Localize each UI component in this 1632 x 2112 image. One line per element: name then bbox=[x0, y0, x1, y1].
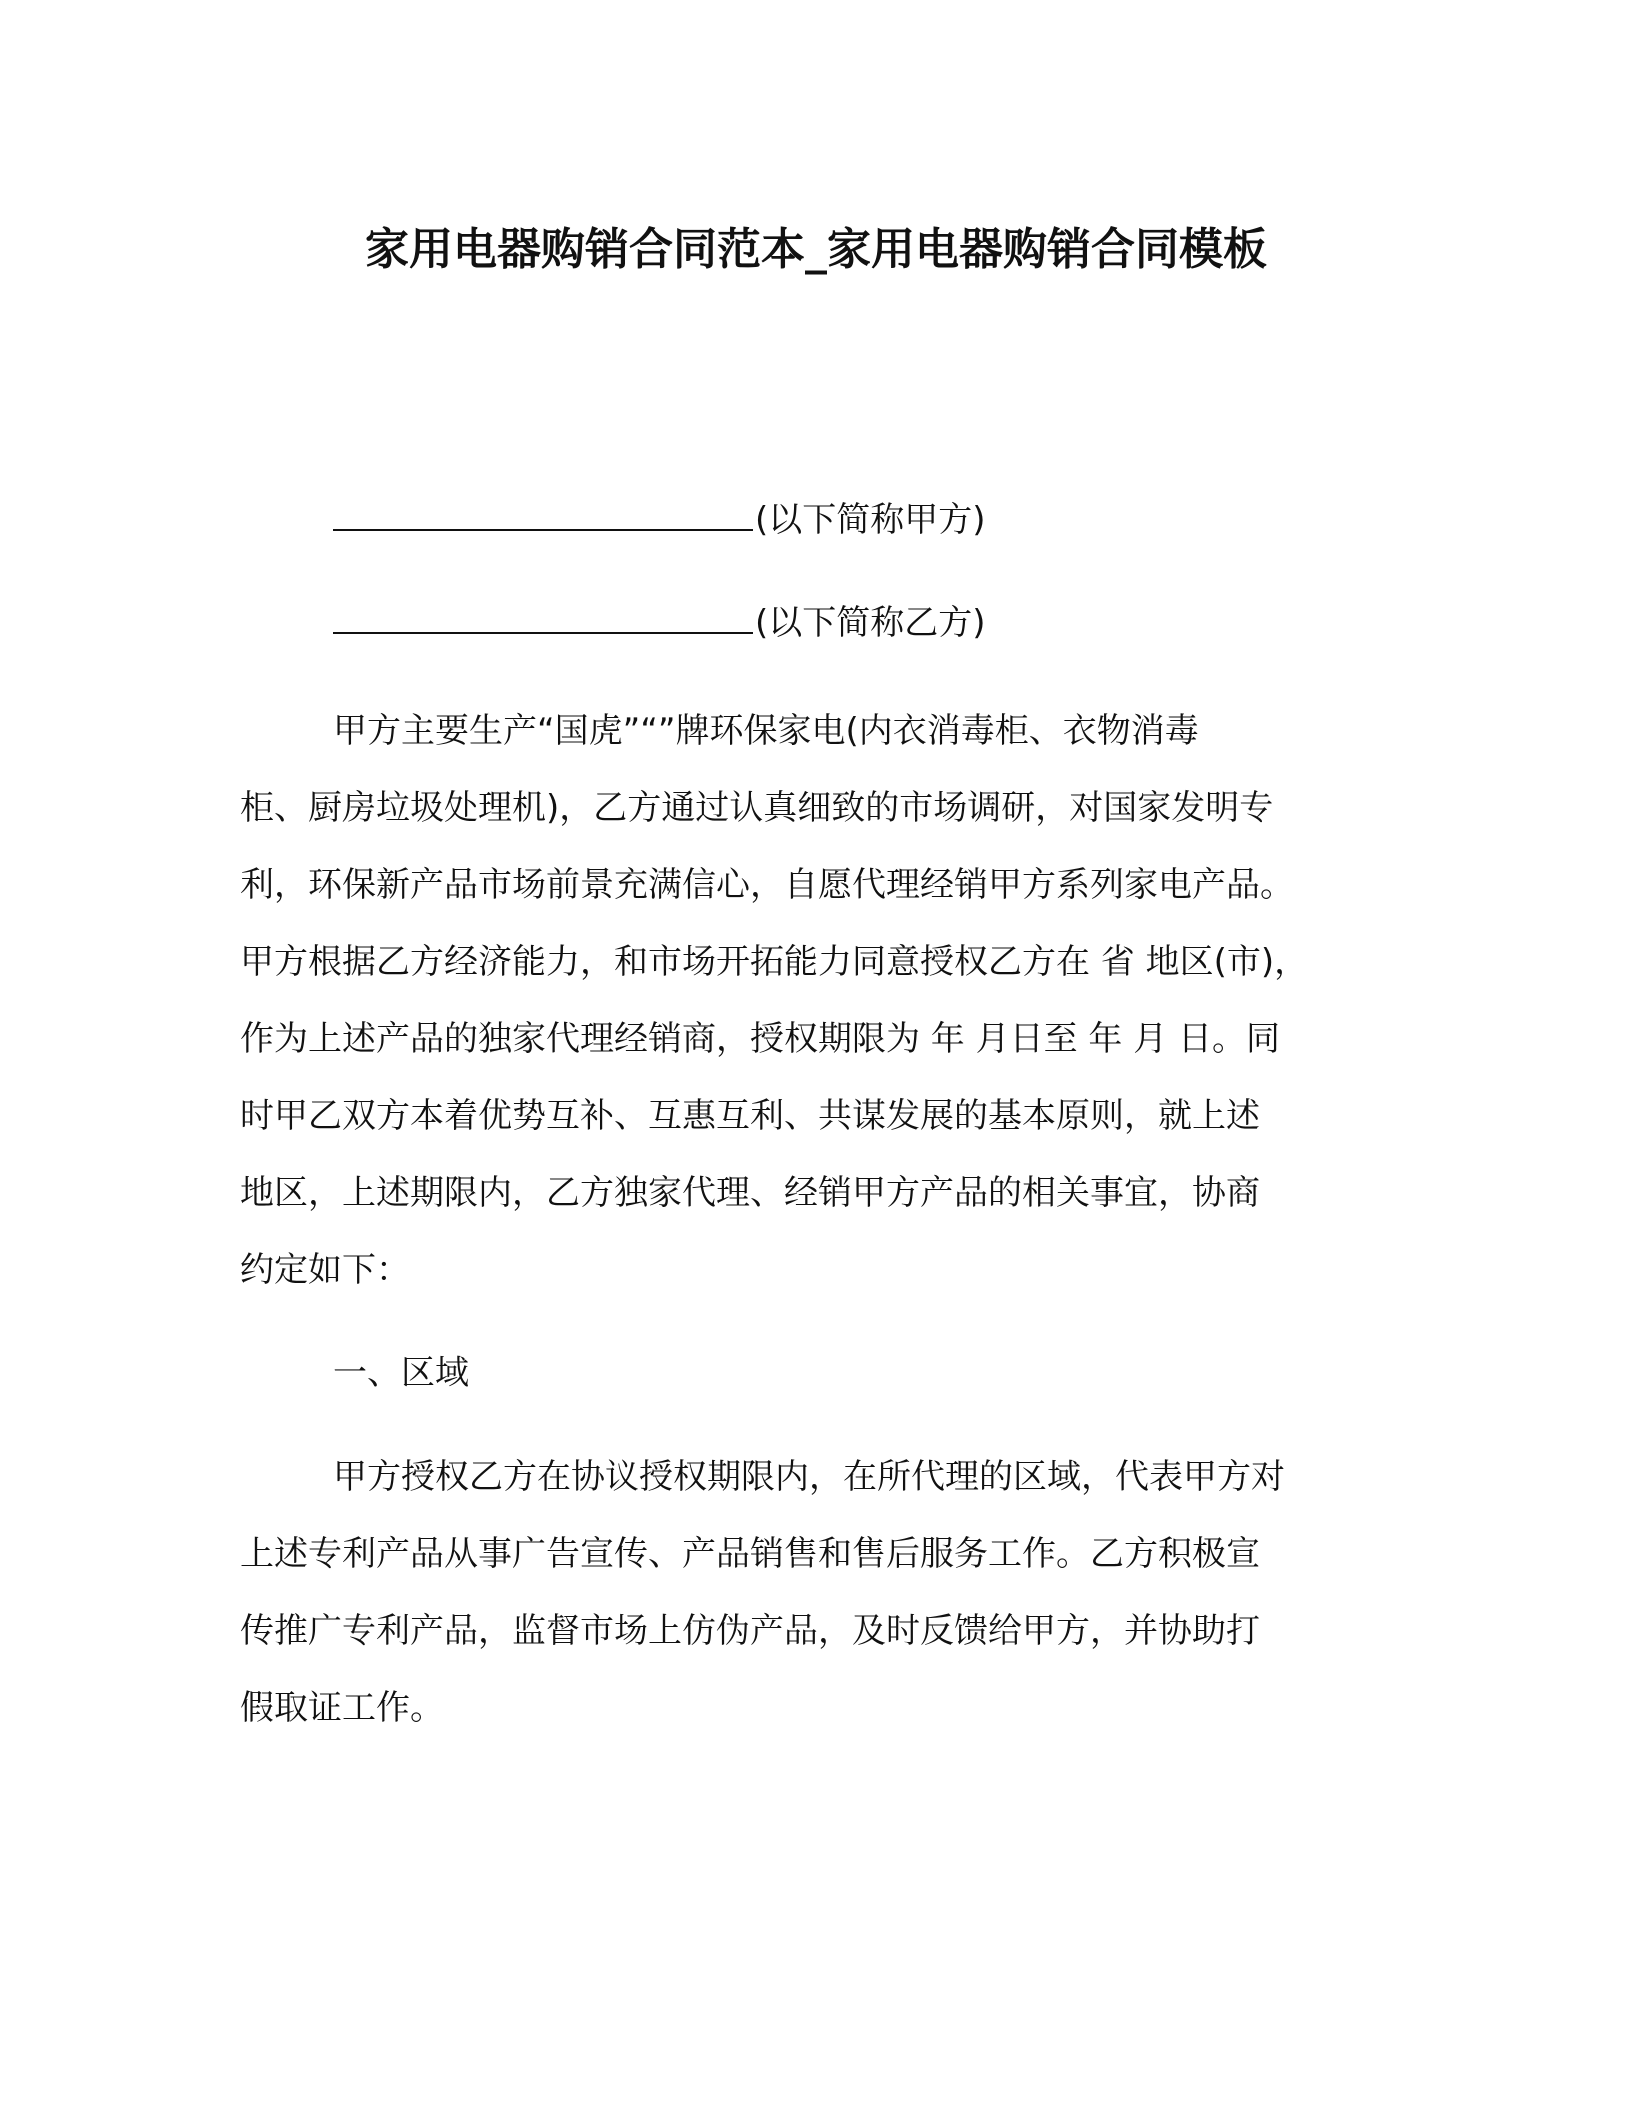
section-1-line: 传推广专利产品，监督市场上仿伪产品，及时反馈给甲方，并协助打 bbox=[240, 1611, 1260, 1651]
document-title: 家用电器购销合同范本_家用电器购销合同模板 bbox=[365, 224, 1267, 275]
party-b-blank bbox=[333, 602, 753, 634]
section-1-line: 上述专利产品从事广告宣传、产品销售和售后服务工作。乙方积极宣 bbox=[240, 1534, 1260, 1574]
party-b-line bbox=[333, 600, 986, 646]
section-1-line: 甲方授权乙方在协议授权期限内，在所代理的区域，代表甲方对 bbox=[333, 1457, 1285, 1497]
intro-line: 时甲乙双方本着优势互补、互惠互利、共谋发展的基本原则，就上述 bbox=[240, 1096, 1260, 1136]
intro-line: 柜、厨房垃圾处理机)，乙方通过认真细致的市场调研，对国家发明专 bbox=[240, 788, 1274, 828]
intro-paragraph bbox=[240, 693, 1400, 1309]
intro-line: 作为上述产品的独家代理经销商，授权期限为 年 月日至 年 月 日。同 bbox=[240, 1019, 1281, 1059]
party-a-blank bbox=[333, 499, 753, 531]
intro-line: 甲方根据乙方经济能力，和市场开拓能力同意授权乙方在 省 地区(市)， bbox=[240, 942, 1309, 982]
section-1-line: 假取证工作。 bbox=[240, 1688, 444, 1728]
section-1-heading: 一、区域 bbox=[333, 1353, 469, 1393]
party-a-label: (以下简称甲方) bbox=[755, 500, 986, 540]
party-b-label: (以下简称乙方) bbox=[755, 603, 986, 643]
intro-line: 地区，上述期限内，乙方独家代理、经销甲方产品的相关事宜，协商 bbox=[240, 1173, 1260, 1213]
section-1-paragraph bbox=[240, 1439, 1400, 1747]
intro-line: 利，环保新产品市场前景充满信心，自愿代理经销甲方系列家电产品。 bbox=[240, 865, 1294, 905]
intro-line: 约定如下： bbox=[240, 1250, 410, 1290]
intro-line: 甲方主要生产“国虎”“”牌环保家电(内衣消毒柜、衣物消毒 bbox=[333, 711, 1199, 751]
party-a-line bbox=[333, 497, 986, 543]
